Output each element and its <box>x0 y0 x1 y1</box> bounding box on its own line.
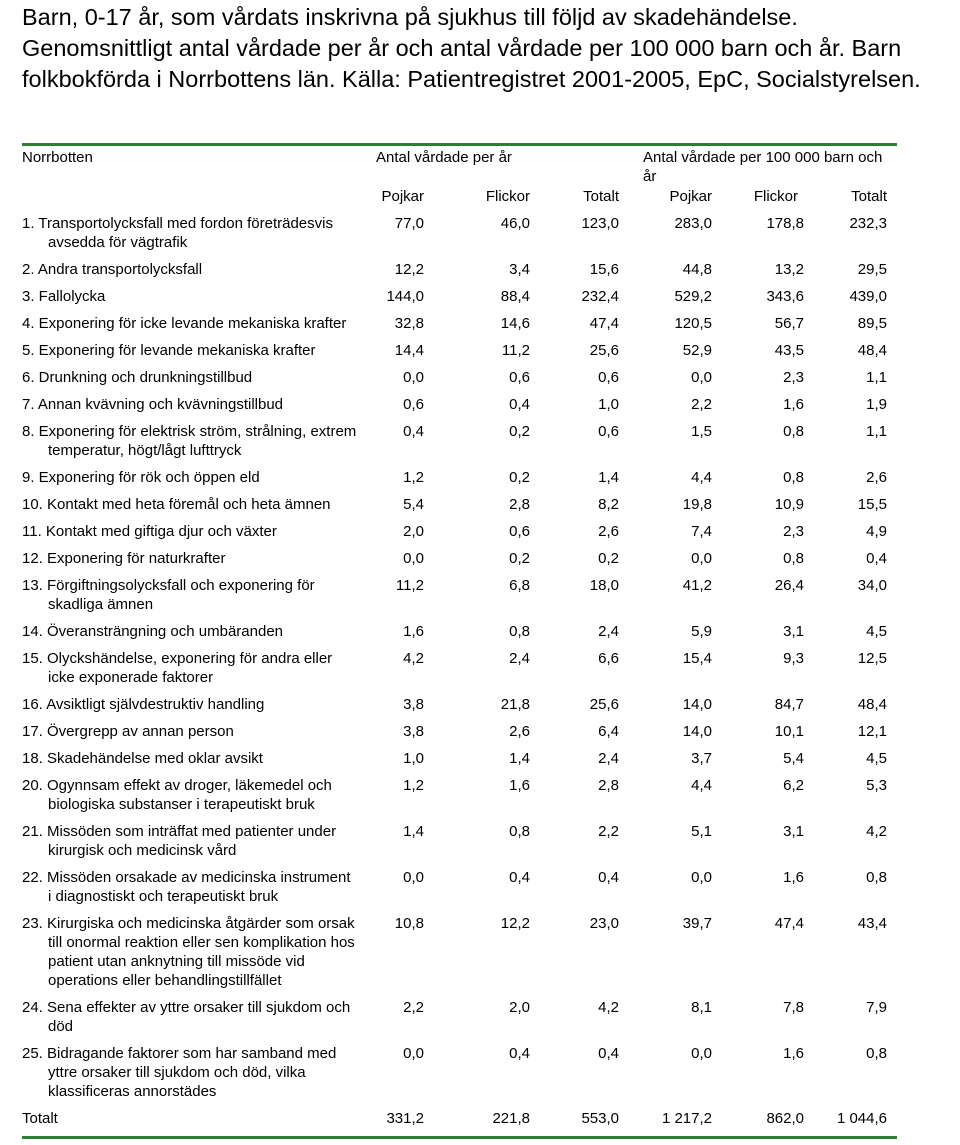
value-cell: 2,6 <box>598 523 619 540</box>
value-cell: 3,8 <box>403 723 424 740</box>
row-label: 8. Exponering för elektrisk ström, strålning, extrem temperatur, högt/lågt lufttryck <box>22 423 357 459</box>
row-label: 22. Missöden orsakade av medicinska instrument i diagnostiskt och terapeutiskt bruk <box>22 869 351 905</box>
value-cell: 14,6 <box>500 315 530 332</box>
value-cell: 1,5 <box>691 423 712 440</box>
value-cell: 14,0 <box>682 723 712 740</box>
value-cell: 178,8 <box>766 215 804 232</box>
value-cell: 144,0 <box>386 288 424 305</box>
value-cell: 6,6 <box>598 650 619 667</box>
value-cell: 0,8 <box>783 550 804 567</box>
value-cell: 0,4 <box>598 1045 619 1062</box>
table-row <box>22 464 897 491</box>
table-row <box>22 645 897 691</box>
value-cell: 15,5 <box>857 496 887 513</box>
value-cell: 1,2 <box>403 777 424 794</box>
row-label: 7. Annan kvävning och kvävningstillbud <box>22 396 284 413</box>
value-cell: 2,0 <box>403 523 424 540</box>
value-cell: 15,6 <box>589 261 619 278</box>
table-row <box>22 210 897 256</box>
col-header-pojkar-1: Pojkar <box>381 188 424 205</box>
value-cell: 2,6 <box>866 469 887 486</box>
row-label: 16. Avsiktligt självdestruktiv handling <box>22 696 265 713</box>
value-cell: 4,2 <box>866 823 887 840</box>
value-cell: 29,5 <box>857 261 887 278</box>
value-cell: 48,4 <box>857 696 887 713</box>
value-cell: 13,2 <box>774 261 804 278</box>
row-label: 13. Förgiftningsolycksfall och exponering för skadliga ämnen <box>22 577 315 613</box>
value-cell: 4,5 <box>866 623 887 640</box>
value-cell: 529,2 <box>674 288 712 305</box>
table-row <box>22 283 897 310</box>
value-cell: 0,8 <box>783 423 804 440</box>
value-cell: 10,1 <box>774 723 804 740</box>
value-cell: 12,2 <box>500 915 530 932</box>
value-cell: 1,4 <box>403 823 424 840</box>
table-row <box>22 518 897 545</box>
value-cell: 5,9 <box>691 623 712 640</box>
total-row <box>22 1105 897 1132</box>
value-cell: 48,4 <box>857 342 887 359</box>
value-cell: 232,4 <box>581 288 619 305</box>
value-cell: 1,0 <box>403 750 424 767</box>
value-cell: 0,0 <box>691 550 712 567</box>
row-label: 5. Exponering för levande mekaniska krafter <box>22 342 316 359</box>
row-label: 1. Transportolycksfall med fordon företrädesvis avsedda för vägtrafik <box>22 215 333 251</box>
value-cell: 3,1 <box>783 623 804 640</box>
value-cell: 88,4 <box>500 288 530 305</box>
table-row <box>22 1040 897 1105</box>
table-row <box>22 994 897 1040</box>
row-label: 9. Exponering för rök och öppen eld <box>22 469 260 486</box>
value-cell: 32,8 <box>394 315 424 332</box>
value-cell: 84,7 <box>774 696 804 713</box>
group2-header: Antal vårdade per 100 000 barn och år <box>643 149 883 185</box>
value-cell: 56,7 <box>774 315 804 332</box>
value-cell: 4,4 <box>691 469 712 486</box>
value-cell: 0,6 <box>598 369 619 386</box>
table-body <box>22 210 897 1132</box>
data-table <box>22 210 897 1132</box>
table-row <box>22 391 897 418</box>
value-cell: 232,3 <box>849 215 887 232</box>
value-cell: 331,2 <box>386 1110 424 1127</box>
value-cell: 1,6 <box>509 777 530 794</box>
value-cell: 52,9 <box>682 342 712 359</box>
table-row <box>22 572 897 618</box>
value-cell: 8,2 <box>598 496 619 513</box>
col-header-flickor-2: Flickor <box>753 188 798 205</box>
value-cell: 8,1 <box>691 999 712 1016</box>
row-label: 17. Övergrepp av annan person <box>22 723 234 740</box>
value-cell: 3,4 <box>509 261 530 278</box>
row-label: 21. Missöden som inträffat med patienter under kirurgisk och medicinsk vård <box>22 823 337 859</box>
value-cell: 0,0 <box>403 869 424 886</box>
value-cell: 0,2 <box>509 469 530 486</box>
value-cell: 23,0 <box>589 915 619 932</box>
row-label: 20. Ogynnsam effekt av droger, läkemedel och biologiska substanser i terapeutiskt bruk <box>22 777 332 813</box>
value-cell: 0,4 <box>509 1045 530 1062</box>
value-cell: 3,7 <box>691 750 712 767</box>
value-cell: 5,4 <box>783 750 804 767</box>
value-cell: 26,4 <box>774 577 804 594</box>
value-cell: 0,8 <box>509 823 530 840</box>
value-cell: 5,3 <box>866 777 887 794</box>
value-cell: 4,5 <box>866 750 887 767</box>
value-cell: 12,5 <box>857 650 887 667</box>
row-label: 10. Kontakt med heta föremål och heta ämnen <box>22 496 331 513</box>
value-cell: 0,8 <box>509 623 530 640</box>
value-cell: 221,8 <box>492 1110 530 1127</box>
value-cell: 1,9 <box>866 396 887 413</box>
value-cell: 6,4 <box>598 723 619 740</box>
value-cell: 18,0 <box>589 577 619 594</box>
value-cell: 1,4 <box>598 469 619 486</box>
value-cell: 0,0 <box>691 369 712 386</box>
value-cell: 12,2 <box>394 261 424 278</box>
table-row <box>22 772 897 818</box>
value-cell: 0,4 <box>598 869 619 886</box>
table-row <box>22 545 897 572</box>
value-cell: 43,5 <box>774 342 804 359</box>
row-label: 6. Drunkning och drunkningstillbud <box>22 369 253 386</box>
value-cell: 25,6 <box>589 696 619 713</box>
value-cell: 2,2 <box>691 396 712 413</box>
value-cell: 12,1 <box>857 723 887 740</box>
value-cell: 39,7 <box>682 915 712 932</box>
value-cell: 2,6 <box>509 723 530 740</box>
value-cell: 0,8 <box>866 1045 887 1062</box>
value-cell: 7,9 <box>866 999 887 1016</box>
value-cell: 1 217,2 <box>661 1110 712 1127</box>
row-label: 2. Andra transportolycksfall <box>22 261 203 278</box>
value-cell: 3,1 <box>783 823 804 840</box>
table-row <box>22 310 897 337</box>
value-cell: 44,8 <box>682 261 712 278</box>
value-cell: 47,4 <box>589 315 619 332</box>
value-cell: 41,2 <box>682 577 712 594</box>
value-cell: 1,1 <box>866 423 887 440</box>
value-cell: 10,9 <box>774 496 804 513</box>
value-cell: 1,6 <box>783 396 804 413</box>
value-cell: 2,8 <box>598 777 619 794</box>
total-label: Totalt <box>22 1110 58 1127</box>
value-cell: 5,1 <box>691 823 712 840</box>
value-cell: 1,6 <box>783 1045 804 1062</box>
value-cell: 10,8 <box>394 915 424 932</box>
value-cell: 1,6 <box>403 623 424 640</box>
value-cell: 439,0 <box>849 288 887 305</box>
value-cell: 0,4 <box>866 550 887 567</box>
table-row <box>22 418 897 464</box>
value-cell: 6,8 <box>509 577 530 594</box>
value-cell: 14,0 <box>682 696 712 713</box>
value-cell: 0,8 <box>783 469 804 486</box>
value-cell: 1,0 <box>598 396 619 413</box>
table-row <box>22 337 897 364</box>
value-cell: 7,4 <box>691 523 712 540</box>
value-cell: 11,2 <box>501 342 530 359</box>
table-row <box>22 864 897 910</box>
value-cell: 47,4 <box>774 915 804 932</box>
col-header-flickor-1: Flickor <box>485 188 530 205</box>
value-cell: 0,6 <box>509 369 530 386</box>
table-row <box>22 718 897 745</box>
value-cell: 7,8 <box>783 999 804 1016</box>
value-cell: 0,4 <box>403 423 424 440</box>
value-cell: 2,0 <box>509 999 530 1016</box>
value-cell: 19,8 <box>682 496 712 513</box>
value-cell: 120,5 <box>674 315 712 332</box>
page-title: Barn, 0-17 år, som vårdats inskrivna på sjukhus till följd av skadehändelse. Genomsnittligt antal vårdade per år och antal vårdade per 100 000 barn och år. Barn folkbokförda i Norrbottens län. Källa: Patientregistret 2001-2005, EpC, Socialstyrelsen. <box>22 4 921 92</box>
value-cell: 283,0 <box>674 215 712 232</box>
value-cell: 343,6 <box>766 288 804 305</box>
value-cell: 0,0 <box>403 550 424 567</box>
value-cell: 0,2 <box>509 423 530 440</box>
value-cell: 34,0 <box>857 577 887 594</box>
region-header: Norrbotten <box>22 149 93 166</box>
table-row <box>22 910 897 994</box>
col-header-pojkar-2: Pojkar <box>669 188 712 205</box>
bottom-rule <box>22 1136 897 1139</box>
row-label: 23. Kirurgiska och medicinska åtgärder som orsak till onormal reaktion eller sen komplikation hos patient utan anknytning till missöde vid operations eller behandlingstillfället <box>22 915 355 989</box>
value-cell: 2,3 <box>783 523 804 540</box>
value-cell: 2,2 <box>403 999 424 1016</box>
row-label: 24. Sena effekter av yttre orsaker till sjukdom och död <box>22 999 351 1035</box>
value-cell: 123,0 <box>581 215 619 232</box>
value-cell: 0,0 <box>691 1045 712 1062</box>
top-rule <box>22 143 897 146</box>
row-label: 3. Fallolycka <box>22 288 106 305</box>
table-row <box>22 618 897 645</box>
value-cell: 0,4 <box>509 396 530 413</box>
value-cell: 21,8 <box>500 696 530 713</box>
value-cell: 2,4 <box>598 623 619 640</box>
value-cell: 0,6 <box>598 423 619 440</box>
value-cell: 15,4 <box>682 650 712 667</box>
table-row <box>22 818 897 864</box>
row-label: 18. Skadehändelse med oklar avsikt <box>22 750 263 767</box>
row-label: 11. Kontakt med giftiga djur och växter <box>22 523 277 540</box>
value-cell: 1,2 <box>403 469 424 486</box>
value-cell: 5,4 <box>403 496 424 513</box>
value-cell: 14,4 <box>394 342 424 359</box>
row-label: 15. Olyckshändelse, exponering för andra eller icke exponerade faktorer <box>22 650 333 686</box>
value-cell: 0,6 <box>509 523 530 540</box>
value-cell: 0,2 <box>509 550 530 567</box>
value-cell: 0,8 <box>866 869 887 886</box>
value-cell: 2,8 <box>509 496 530 513</box>
table-row <box>22 256 897 283</box>
value-cell: 2,2 <box>598 823 619 840</box>
row-label: 25. Bidragande faktorer som har samband med yttre orsaker till sjukdom och död, vilka klassificeras annorstädes <box>22 1045 337 1100</box>
value-cell: 25,6 <box>589 342 619 359</box>
value-cell: 6,2 <box>783 777 804 794</box>
group1-header: Antal vårdade per år <box>376 149 512 166</box>
value-cell: 0,4 <box>509 869 530 886</box>
row-label: 14. Överansträngning och umbäranden <box>22 623 284 640</box>
value-cell: 1,1 <box>866 369 887 386</box>
value-cell: 0,6 <box>403 396 424 413</box>
value-cell: 4,9 <box>866 523 887 540</box>
value-cell: 4,2 <box>598 999 619 1016</box>
row-label: 4. Exponering för icke levande mekaniska krafter <box>22 315 347 332</box>
table-row <box>22 745 897 772</box>
value-cell: 1,4 <box>509 750 530 767</box>
value-cell: 2,3 <box>783 369 804 386</box>
value-cell: 553,0 <box>581 1110 619 1127</box>
value-cell: 46,0 <box>500 215 530 232</box>
table-row <box>22 364 897 391</box>
value-cell: 0,2 <box>598 550 619 567</box>
value-cell: 9,3 <box>783 650 804 667</box>
value-cell: 1 044,6 <box>836 1110 887 1127</box>
col-header-totalt-1: Totalt <box>583 188 619 205</box>
value-cell: 2,4 <box>598 750 619 767</box>
value-cell: 4,4 <box>691 777 712 794</box>
value-cell: 89,5 <box>857 315 887 332</box>
col-header-totalt-2: Totalt <box>851 188 887 205</box>
value-cell: 3,8 <box>403 696 424 713</box>
value-cell: 43,4 <box>857 915 887 932</box>
value-cell: 0,0 <box>403 369 424 386</box>
value-cell: 1,6 <box>783 869 804 886</box>
value-cell: 0,0 <box>691 869 712 886</box>
value-cell: 11,2 <box>395 577 424 594</box>
value-cell: 2,4 <box>509 650 530 667</box>
value-cell: 862,0 <box>766 1110 804 1127</box>
table-row <box>22 691 897 718</box>
value-cell: 0,0 <box>403 1045 424 1062</box>
row-label: 12. Exponering för naturkrafter <box>22 550 226 567</box>
table-row <box>22 491 897 518</box>
value-cell: 77,0 <box>394 215 424 232</box>
value-cell: 4,2 <box>403 650 424 667</box>
